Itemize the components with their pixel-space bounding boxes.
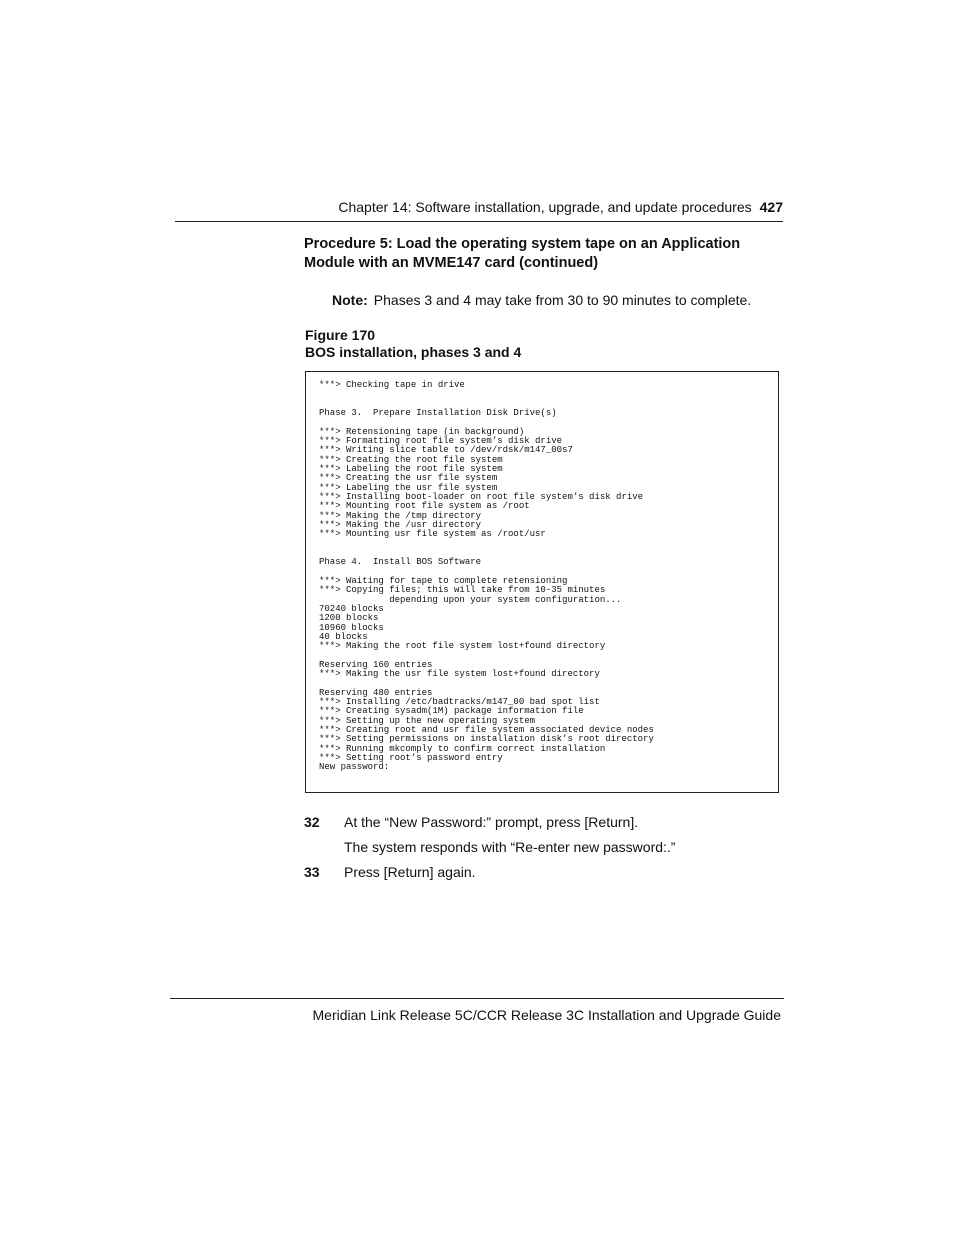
step-33	[304, 863, 784, 881]
step-number: 32	[304, 814, 320, 830]
step-number: 33	[304, 864, 320, 880]
terminal-output-box	[305, 371, 779, 793]
step-text: Press [Return] again.	[344, 864, 476, 880]
procedure-title: Procedure 5: Load the operating system tape on an Application Module with an MVME147 card (continued)	[304, 236, 741, 271]
step-32	[304, 813, 784, 831]
note	[332, 291, 782, 309]
page-footer: Meridian Link Release 5C/CCR Release 3C Installation and Upgrade Guide	[312, 1007, 781, 1023]
page-number: 427	[759, 199, 783, 215]
footer-divider	[170, 998, 784, 999]
note-label: Note:	[332, 292, 368, 308]
figure-title: BOS installation, phases 3 and 4	[305, 344, 522, 360]
figure-caption	[305, 327, 705, 361]
figure-number: Figure 170	[305, 327, 376, 343]
chapter-title: Chapter 14: Software installation, upgrade, and update procedures	[338, 199, 752, 215]
header-divider	[175, 221, 783, 222]
step-text: At the “New Password:” prompt, press [Return].	[344, 814, 639, 830]
page-header	[175, 199, 783, 215]
terminal-output-text: ***> Checking tape in drive Phase 3. Prepare Installation Disk Drive(s) ***> Retensioning tape (in background) ***> Formatting root file system’s disk drive ***> Writing slice table to /dev/rdsk/m147_00s7 ***> Creating the root file system ***> Labeling the root file system ***> Creating the usr file system ***> Labeling the usr file system ***> Installing boot-loader on root file system’s disk drive ***> Mounting root file system as /root ***> Making the /tmp directory ***> Making the /usr directory ***> Mounting usr file system as /root/usr Phase 4. Install BOS Software ***> Waiting for tape to complete retensioning ***> Copying files; this will take from 10-35 minutes depending upon your system configuration... 70240 blocks 1200 blocks 10960 blocks 40 blocks ***> Making the root file system lost+found directory Reserving 160 entries ***> Making the usr file system lost+found directory Reserving 480 entries ***> Installing /etc/badtracks/m147_00 bad spot list ***> Creating sysadm(1M) package information file ***> Setting up the new operating system ***> Creating root and usr file system associated device nodes ***> Setting permissions on installation disk’s root directory ***> Running mkcomply to confirm correct installation ***> Setting root’s password entry New password:	[319, 380, 654, 773]
step-32-response: The system responds with “Re-enter new password:.”	[344, 839, 676, 855]
note-text: Phases 3 and 4 may take from 30 to 90 minutes to complete.	[373, 292, 752, 308]
